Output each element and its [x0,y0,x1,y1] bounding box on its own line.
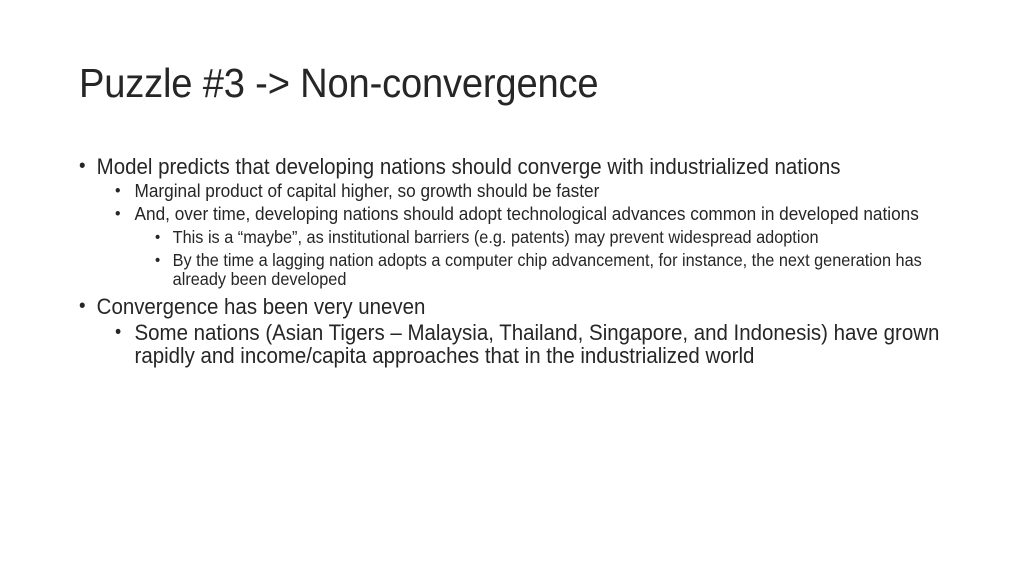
bullet-text: And, over time, developing nations should adopt technological advances common in developed nations [134,203,919,224]
bullet-item-model-predicts [79,155,962,178]
bullet-item-maybe [155,228,954,247]
bullet-item-adopt-technology [115,204,953,224]
bullet-item-lagging-nation [155,251,954,289]
bullet-item-marginal-product [115,181,953,201]
bullet-icon: • [79,295,86,317]
bullet-icon: • [115,204,121,223]
bullet-icon: • [115,322,122,343]
bullet-text: This is a “maybe”, as institutional barriers (e.g. patents) may prevent widespread adoption [172,227,819,247]
bullet-icon: • [155,229,161,246]
bullet-text: Marginal product of capital higher, so growth should be faster [134,180,600,201]
bullet-text: By the time a lagging nation adopts a computer chip advancement, for instance, the next generation has already been developed [172,250,922,289]
slide-body [79,151,959,367]
bullet-icon: • [115,181,121,200]
bullet-icon: • [79,155,86,177]
bullet-text: Model predicts that developing nations should converge with industrialized nations [96,154,841,179]
slide-title: Puzzle #3 -> Non-convergence [79,60,599,106]
bullet-item-convergence-uneven [79,295,962,318]
bullet-item-asian-tigers [115,321,953,367]
bullet-text: Some nations (Asian Tigers – Malaysia, Thailand, Singapore, and Indonesis) have grown rapidly and income/capita approaches that in the industrialized world [134,320,940,368]
bullet-icon: • [155,252,161,269]
bullet-text: Convergence has been very uneven [96,294,426,319]
